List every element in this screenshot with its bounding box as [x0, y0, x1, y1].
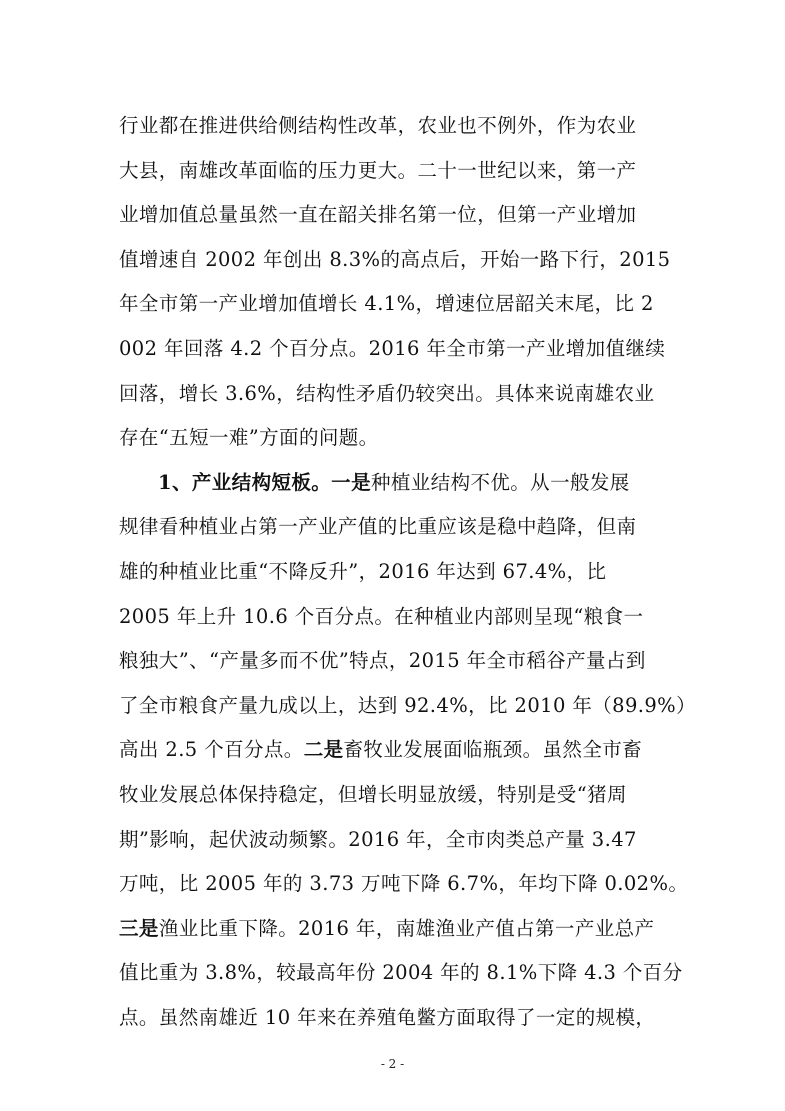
text-line: 大县，南雄改革面临的压力更大。二十一世纪以来，第一产 — [119, 158, 637, 182]
bold-marker: 三是 — [119, 916, 159, 940]
text-line: 了全市粮食产量九成以上，达到 92.4%，比 2010 年（89.9%） — [119, 693, 697, 717]
text-line: 粮独大”、“产量多而不优”特点，2015 年全市稻谷产量占到 — [119, 649, 646, 673]
text-line: 期”影响，起伏波动频繁。2016 年，全市肉类总产量 3.47 — [119, 827, 637, 851]
text-line: 回落，增长 3.6%，结构性矛盾仍较突出。具体来说南雄农业 — [119, 381, 655, 405]
text-line: 002 年回落 4.2 个百分点。2016 年全市第一产业增加值继续 — [119, 337, 666, 360]
section-heading: 1、产业结构短板。一是 — [158, 470, 371, 494]
text-span: 渔业比重下降。2016 年，南雄渔业产值占第一产业总产 — [158, 916, 655, 940]
text-line: 点。虽然南雄近 10 年来在养殖龟鳖方面取得了一定的规模， — [119, 1006, 656, 1029]
text-line: 牧业发展总体保持稳定，但增长明显放缓，特别是受“猪周 — [119, 783, 627, 806]
text-span: 种植业结构不优。从一般发展 — [370, 470, 630, 494]
text-line — [158, 471, 679, 495]
text-line: 行业都在推进供给侧结构性改革，农业也不例外，作为农业 — [119, 114, 637, 137]
text-line: 值增速自 2002 年创出 8.3%的高点后，开始一路下行，2015 — [119, 247, 671, 271]
text-line: 规律看种植业占第一产业产值的比重应该是稳中趋降，但南 — [119, 515, 637, 539]
text-line: 雄的种植业比重“不降反升”，2016 年达到 67.4%，比 — [119, 560, 607, 583]
text-line: 年全市第一产业增加值增长 4.1%，增速位居韶关末尾，比 2 — [119, 292, 654, 316]
text-line: 2005 年上升 10.6 个百分点。在种植业内部则呈现“粮食一 — [119, 604, 644, 628]
text-line: 值比重为 3.8%，较最高年份 2004 年的 8.1%下降 4.3 个百分 — [119, 961, 683, 985]
text-line — [119, 917, 679, 941]
text-span: 畜牧业发展面临瓶颈。虽然全市畜 — [343, 738, 643, 762]
bold-marker: 二是 — [303, 738, 344, 762]
text-line: 存在“五短一难”方面的问题。 — [119, 426, 379, 450]
page-number: - 2 - — [380, 1056, 405, 1071]
text-line — [119, 738, 679, 762]
text-span: 高出 2.5 个百分点。 — [119, 738, 304, 762]
text-line: 万吨，比 2005 年的 3.73 万吨下降 6.7%，年均下降 0.02%。 — [119, 872, 689, 896]
text-line: 业增加值总量虽然一直在韶关排名第一位，但第一产业增加 — [119, 203, 637, 227]
